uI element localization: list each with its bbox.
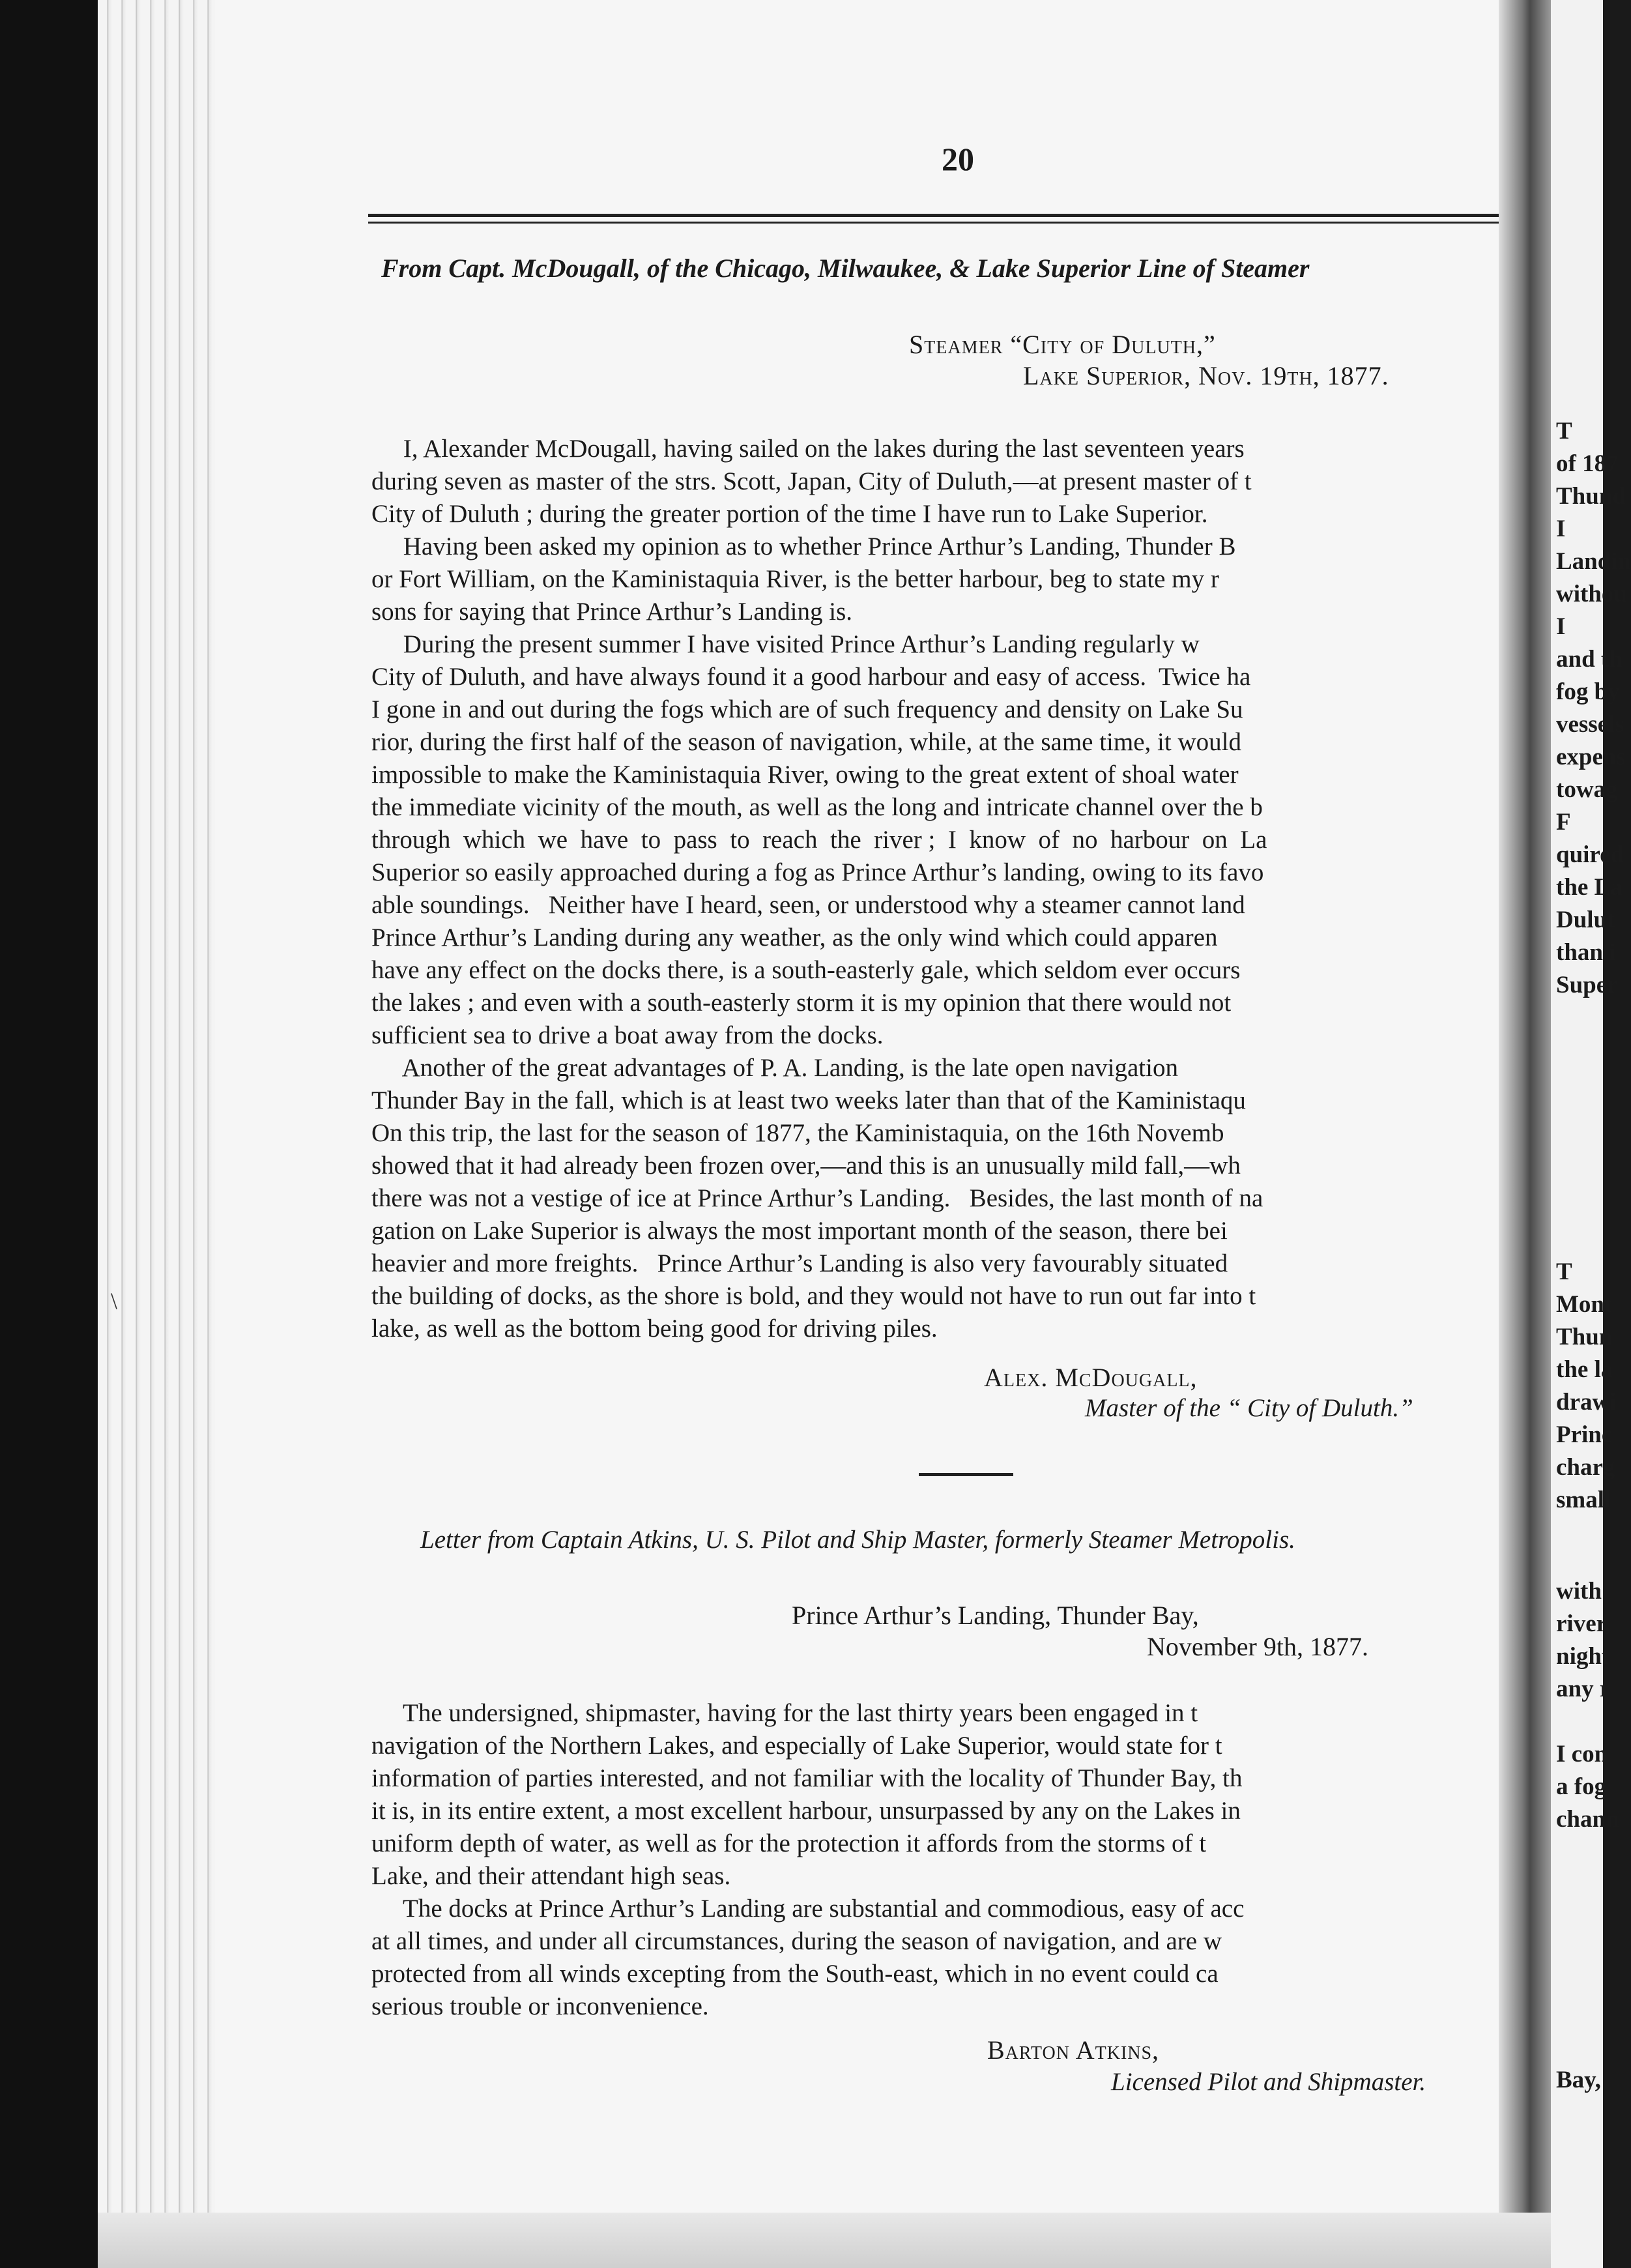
next-page-fragment: I con	[1556, 1741, 1608, 1767]
book-gutter	[1499, 0, 1551, 2268]
scan-background	[0, 0, 98, 2268]
next-page-fragment: fog by	[1556, 678, 1620, 705]
next-page-fragment: Thun	[1556, 1324, 1613, 1350]
next-page-fragment: chann	[1556, 1806, 1619, 1833]
letter-2-place: Prince Arthur’s Landing, Thunder Bay,	[792, 1601, 1199, 1630]
next-page-fragment: charg	[1556, 1454, 1615, 1481]
letter-2-heading: Letter from Captain Atkins, U. S. Pilot and Ship Master, formerly Steamer Metropolis.	[420, 1526, 1295, 1554]
letter-1-date: Lake Superior, Nov. 19th, 1877.	[1023, 361, 1389, 390]
next-page-fragment: drawi	[1556, 1389, 1617, 1416]
section-separator	[919, 1473, 1013, 1476]
next-page-fragment: and th	[1556, 646, 1623, 673]
next-page-fragment: small	[1556, 1487, 1611, 1513]
next-page-fragment: Princ	[1556, 1421, 1613, 1448]
next-page-fragment: night	[1556, 1643, 1610, 1670]
next-page-fragment: expens	[1556, 744, 1626, 770]
next-page-fragment: than i	[1556, 939, 1616, 966]
next-page-fragment: any r	[1556, 1676, 1611, 1702]
next-page-fragment: of 187	[1556, 450, 1619, 477]
next-page-fragment: Landin	[1556, 548, 1631, 575]
next-page-fragment: Mont	[1556, 1291, 1613, 1318]
next-page-fragment: vessels	[1556, 711, 1624, 738]
letter-1-place: Steamer “City of Duluth,”	[909, 330, 1216, 359]
stray-mark: \	[111, 1288, 118, 1314]
next-page-fragment: river,	[1556, 1610, 1611, 1637]
letter-2-signature-name: Barton Atkins,	[987, 2035, 1160, 2065]
next-page-fragment: T	[1556, 418, 1572, 444]
letter-2-signature-title: Licensed Pilot and Shipmaster.	[1111, 2068, 1426, 2096]
letter-2-body: The undersigned, shipmaster, having for the last thirty years been engaged in t navigation of the Northern Lakes, and especially of Lake Superior, would state for t information of parties interested, and not familiar with the locality of Thunder Bay, th it is, in its entire extent, a most excellent harbour, unsurpassed by any on the Lakes in uniform depth of water, as well as for the protection it affords from the storms of t Lake, and their attendant high seas. The docks at Prince Arthur’s Landing are substantial and commodious, easy of acc at all times, and under all circumstances, during the season of navigation, and are w protected from all winds excepting from the South-east, which in no event could ca serious trouble or inconvenience.	[371, 1699, 1245, 2020]
header-rule-thick	[368, 214, 1505, 217]
next-page-fragment: F	[1556, 809, 1571, 836]
letter-1-signature-title: Master of the “ City of Duluth.”	[1085, 1394, 1413, 1422]
letter-1-heading: From Capt. McDougall, of the Chicago, Milwaukee, & Lake Superior Line of Steamer	[381, 254, 1310, 283]
next-page-fragment: Dulut	[1556, 907, 1615, 933]
page-number: 20	[942, 141, 974, 177]
next-page-fragment: quired	[1556, 841, 1624, 868]
letter-2-date: November 9th, 1877.	[1147, 1632, 1368, 1661]
next-page-fragment: Super	[1556, 972, 1618, 998]
next-page-fragment: Bay,	[1556, 2067, 1601, 2093]
letter-1-body: I, Alexander McDougall, having sailed on the lakes during the last seventeen years during seven as master of the strs. Scott, Japan, City of Duluth,—at present master of t City of Duluth ; during the greater portion of the time I have run to Lake Superior. Having been asked my opinion as to whether Prince Arthur’s Landing, Thunder B or Fort William, on the Kaministaquia River, is the better harbour, beg to state my r sons for saying that Prince Arthur’s Landing is. During the present summer I have visited Prince Arthur’s Landing regularly w City of Duluth, and have always found it a good harbour and easy of access. Twice ha I gone in and out during the fogs which are of such frequency and density on Lake Su rior, during the first half of the season of navigation, while, at the same time, it would impossible to make the Kaministaquia River, owing to the great extent of shoal water the immediate vicinity of the mouth, as well as the long and intricate channel over the b through which we have to pass to reach the river ; I know of no harbour on La Superior so easily approached during a fog as Prince Arthur’s landing, owing to its favo able soundings. Neither have I heard, seen, or understood why a steamer cannot land Prince Arthur’s Landing during any weather, as the only wind which could apparen have any effect on the docks there, is a south-easterly gale, which seldom ever occurs the lakes ; and even with a south-easterly storm it is my opinion that there would not sufficient sea to drive a boat away from the docks. Another of the great advantages of P. A. Landing, is the late open navigation Thunder Bay in the fall, which is at least two weeks later than that of the Kaministaqu On this trip, the last for the season of 1877, the Kaministaquia, on the 16th Novemb showed that it had already been frozen over,—and this is an unusually mild fall,—wh there was not a vestige of ice at Prince Arthur’s Landing. Besides, the last month of na gation on Lake Superior is always the most important month of the season, there bei heavier and more freights. Prince Arthur’s Landing is also very favourably situated the building of docks, as the shore is bold, and they would not have to run out far into t lake, as well as the bottom being good for driving piles.	[371, 435, 1267, 1343]
next-page-fragment: Thund	[1556, 483, 1626, 510]
next-page-fragment: T	[1556, 1258, 1572, 1285]
next-page-fragment: the La	[1556, 874, 1623, 901]
next-page-fragment: a fog	[1556, 1773, 1607, 1800]
left-page-edges	[98, 0, 222, 2268]
page-bottom-edge	[98, 2213, 1551, 2268]
next-page-fragment: I	[1556, 516, 1566, 542]
next-page-fragment: the la	[1556, 1356, 1613, 1383]
next-page-edge	[1551, 0, 1631, 2268]
header-rule-thin	[368, 222, 1505, 224]
next-page-fragment: withou	[1556, 581, 1627, 607]
next-page-fragment: towag	[1556, 776, 1618, 803]
next-page-fragment: I	[1556, 613, 1566, 640]
next-page-fragment: with	[1556, 1578, 1602, 1605]
letter-1-signature-name: Alex. McDougall,	[984, 1363, 1198, 1392]
